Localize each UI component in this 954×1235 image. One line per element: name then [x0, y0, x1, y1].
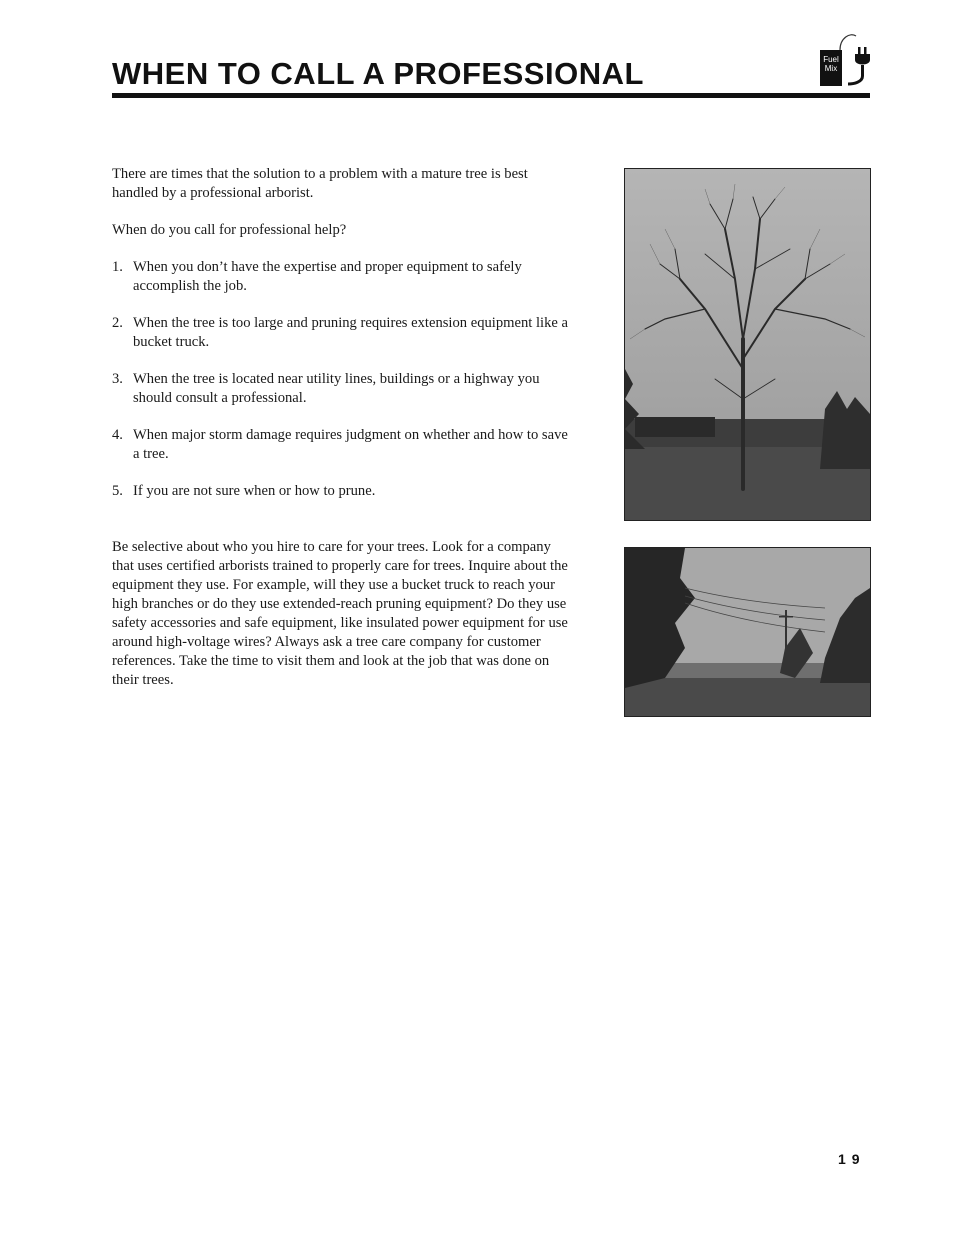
logo-text-line2: Mix [824, 64, 838, 73]
question-paragraph: When do you call for professional help? [112, 222, 347, 238]
logo-text-line1: Fuel [823, 55, 839, 64]
list-item: 4. When major storm damage requires judgment on whether and how to save a tree. [112, 427, 568, 462]
reasons-list [112, 258, 574, 501]
advice-paragraph: Be selective about who you hire to care for your trees. Look for a company that uses certified arborists trained to properly care for trees. Inquire about the equipment they use. For example, will they use a bucket truck to reach your high branches or do they use extended-reach pruning equipment? Do they use safety accessories and safe equipment, like insulated power equipment for use around high-voltage wires? Always ask a tree care company for customer references. Take the time to visit them and look at the job that was done on their trees. [112, 539, 568, 688]
fuel-mix-plug-icon [818, 30, 874, 88]
article-body [112, 165, 574, 708]
fuel-mix-logo [818, 30, 874, 88]
title-rule [112, 93, 870, 98]
list-item: 2. When the tree is too large and pruning requires extension equipment like a bucket truck. [112, 315, 568, 350]
list-item: 3. When the tree is located near utility lines, buildings or a highway you should consult a professional. [112, 371, 540, 406]
list-item: 5. If you are not sure when or how to prune. [112, 483, 376, 499]
photo-bare-tree [624, 168, 871, 521]
page-title: WHEN TO CALL A PROFESSIONAL [112, 56, 644, 91]
intro-paragraph: There are times that the solution to a problem with a mature tree is best handled by a professional arborist. [112, 166, 528, 201]
list-item: 1. When you don’t have the expertise and proper equipment to safely accomplish the job. [112, 259, 522, 294]
photo-utility-lines [624, 547, 871, 717]
page-number: 19 [838, 1151, 866, 1167]
